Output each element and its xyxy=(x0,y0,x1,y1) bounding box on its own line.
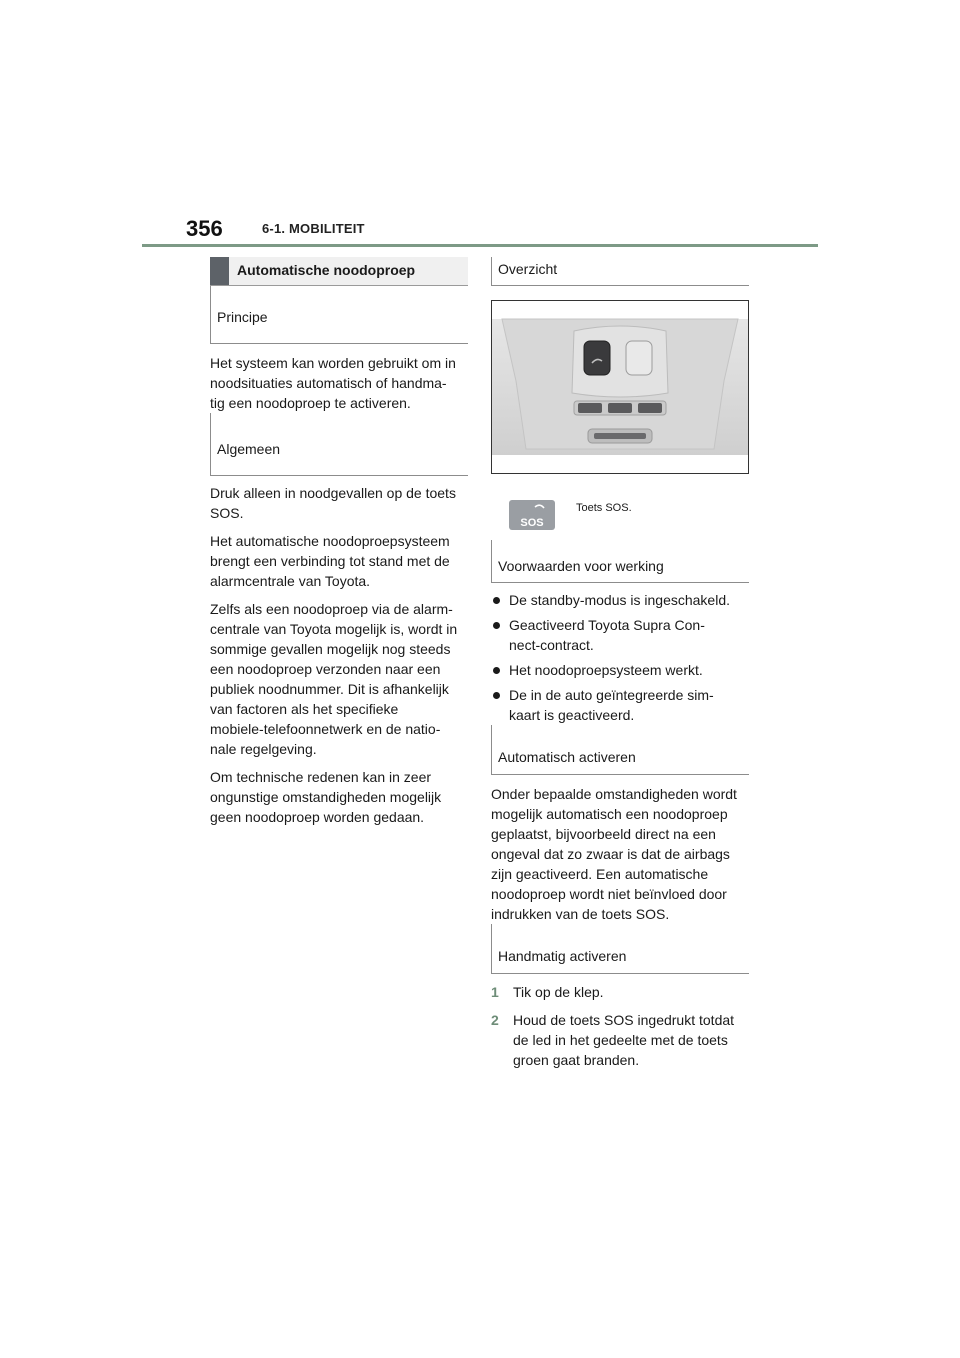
sos-glyph xyxy=(509,500,555,530)
heading-bar xyxy=(210,257,229,285)
bullet-dot xyxy=(493,692,500,699)
subheading-handmatig xyxy=(491,924,749,974)
subheading-automatisch xyxy=(491,725,749,775)
right-column xyxy=(491,257,749,1070)
sos-glyph-text: SOS xyxy=(520,517,544,529)
step-number: 2 xyxy=(491,1012,499,1028)
overhead-console-figure xyxy=(491,300,749,474)
condition-item: De standby-modus is ingeschakeld. xyxy=(491,590,749,610)
subheading-overzicht xyxy=(491,257,749,286)
main-heading-text: Automatische noodoproep xyxy=(237,262,416,278)
bullet-dot xyxy=(493,597,500,604)
step-number: 1 xyxy=(491,984,499,1000)
step-item: 1 Tik op de klep. xyxy=(491,984,604,1000)
subheading-voorwaarden-text: Voorwaarden voor werking xyxy=(498,558,664,574)
paragraph-druk: Druk alleen in noodgevallen op de toets SOS. xyxy=(210,485,456,521)
subheading-principe-text: Principe xyxy=(217,309,268,325)
condition-item: De in de auto geïntegreerde sim- kaart is geactiveerd. xyxy=(491,685,749,725)
bullet-dot xyxy=(493,622,500,629)
paragraph-zelfs: Zelfs als een noodoproep via de alarm- centrale van Toyota mogelijk is, wordt in sommige gevallen mogelijk nog steeds een noodoproep verzonden naar een publiek noodnummer. Dit is afhankelijk van factoren als het specifieke mobiele-telefoonnetwerk en de natio- nale regelgeving. xyxy=(210,601,458,757)
step-item: 2 Houd de toets SOS ingedrukt totdat de led in het gedeelte met de toets groen gaat branden. xyxy=(491,1012,735,1068)
left-column xyxy=(210,257,468,827)
main-heading xyxy=(210,257,468,286)
sos-caption: Toets SOS. xyxy=(576,502,632,514)
paragraph-systeem: Het automatische noodoproepsysteem brengt een verbinding tot stand met de alarmcentrale van Toyota. xyxy=(210,533,450,589)
sos-button-icon xyxy=(509,500,555,530)
subheading-algemeen-text: Algemeen xyxy=(217,441,281,457)
principe-paragraph: Het systeem kan worden gebruikt om in noodsituaties automatisch of handma- tig een noodoproep te activeren. xyxy=(210,355,456,411)
subheading-principe xyxy=(210,286,468,344)
paragraph-technisch: Om technische redenen kan in zeer ongunstige omstandigheden mogelijk geen noodoproep worden gedaan. xyxy=(210,769,442,825)
sos-legend xyxy=(491,500,749,540)
condition-item: Het noodoproepsysteem werkt. xyxy=(491,660,749,680)
subheading-overzicht-text: Overzicht xyxy=(498,261,558,277)
subheading-voorwaarden xyxy=(491,540,749,583)
subheading-algemeen xyxy=(210,413,468,476)
overhead-console-illustration xyxy=(492,301,748,473)
section-title: 6-1. MOBILITEIT xyxy=(262,221,365,236)
subheading-automatisch-text: Automatisch activeren xyxy=(498,749,636,765)
paragraph-automatisch: Onder bepaalde omstandigheden wordt mogelijk automatisch een noodoproep geplaatst, bijvoorbeeld direct na een ongeval dat zo zwaar is dat de airbags zijn geactiveerd. Een automatische noodoproep wordt niet beïnvloed door indrukken van de toets SOS. xyxy=(491,786,737,922)
condition-item: Geactiveerd Toyota Supra Con- nect-contract. xyxy=(491,615,749,655)
subheading-handmatig-text: Handmatig activeren xyxy=(498,948,627,964)
page-number: 356 xyxy=(186,216,223,241)
bullet-dot xyxy=(493,667,500,674)
header-rule xyxy=(142,244,818,247)
